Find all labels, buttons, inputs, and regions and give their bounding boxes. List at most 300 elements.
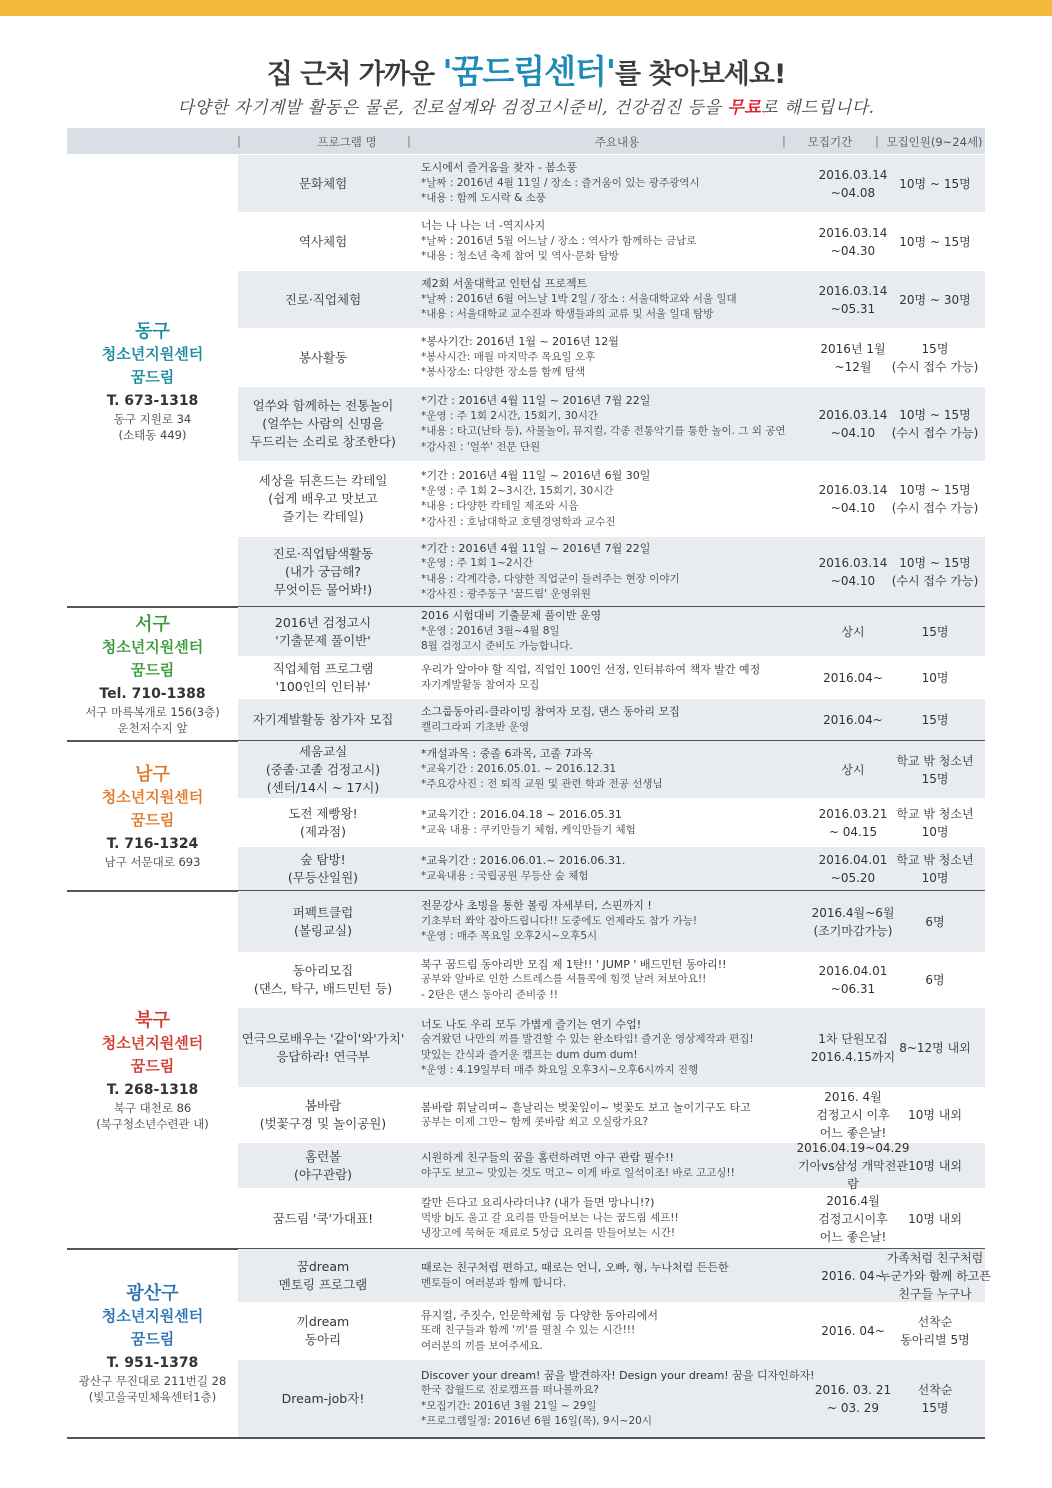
center-info [67, 1009, 238, 1132]
program-description [421, 462, 801, 536]
header-period: 모집기간 [807, 135, 853, 149]
center-address: 서구 마륵복개로 156(3층) [85, 705, 220, 719]
count-line: 8~12명 내외 [899, 1040, 971, 1055]
program-description [421, 155, 801, 212]
desc-line: 공부는 이제 그만~ 함께 콧바람 쐬고 오실랑가요? [421, 1116, 649, 1128]
subtitle-prefix: 다양한 자기계발 활동은 물론, 진로설계와 검정고시준비, 건강검진 등을 [177, 98, 722, 118]
period-line: 2016년 1월 [820, 341, 886, 356]
header-count: 모집인원(9~24세) [886, 135, 983, 149]
recruit-count [876, 1189, 994, 1248]
count-line: 10명 내외 [908, 1211, 962, 1226]
program-line: 숲 탐방! [300, 851, 346, 867]
program-name [238, 1088, 408, 1142]
program-line: Dream-job자! [281, 1390, 365, 1406]
desc-line: *내용 : 함께 도시락 & 소풍 [421, 192, 546, 205]
period-line: 2016.03.21 [818, 806, 888, 821]
center-subtitle: 청소년지원센터 [101, 1307, 204, 1325]
header-program: 프로그램 명 [317, 135, 377, 149]
period-line: 2016.4.15까지 [810, 1049, 896, 1064]
desc-line: 뮤지컬, 주짓수, 인문학체험 등 다양한 동아리에서 [421, 1308, 658, 1322]
table-row [238, 387, 985, 462]
program-description [421, 387, 801, 461]
period-line: 2016. 04~ [821, 1324, 885, 1338]
period-line: 2016. 04~ [821, 1268, 885, 1283]
recruit-count [876, 657, 994, 698]
table-row [238, 607, 985, 657]
center-phone: T. 673-1318 [106, 393, 199, 409]
title-highlight: '꿈드림센터' [442, 52, 616, 91]
count-line: 10명 ~ 15명 [899, 555, 971, 570]
program-name [238, 1249, 408, 1302]
period-line: ~05.31 [830, 301, 876, 316]
center-address-detail: 운천저수지 앞 [117, 721, 188, 735]
desc-line: *운영 : 주 1회 2~3시간, 15회기, 30시간 [421, 484, 614, 497]
program-description [421, 271, 801, 328]
period-line: 2016.04.19~04.29 [796, 1140, 910, 1155]
desc-line: *날짜 : 2016년 4월 11일 / 장소 : 즐거움이 있는 광주광역시 [421, 176, 700, 189]
table-row [238, 1360, 985, 1438]
subtitle-free: 무료 [727, 98, 762, 118]
period-line: 2016.4월~6월 [811, 905, 895, 920]
period-line: 1차 단원모집 [818, 1031, 888, 1046]
period-line: 검정고시 이후 [816, 1108, 890, 1122]
period-line: ~06.31 [830, 982, 876, 996]
center-info [67, 613, 238, 736]
program-line: 세상을 뒤흔드는 칵테일 [258, 473, 388, 488]
table-row [238, 741, 985, 799]
program-description [421, 537, 801, 606]
desc-line: 2016 시험대비 기출문제 풀이반 운영 [421, 609, 602, 623]
period-line: 기아vs삼성 개막전관람 [798, 1158, 908, 1191]
count-line: (수시 접수 가능) [891, 359, 979, 374]
desc-line: 봄바람 휘날리며~ 흩날리는 벚꽃잎이~ 벚꽃도 보고 놀이기구도 타고 [421, 1100, 751, 1114]
desc-line: *내용 : 각계각층, 다양한 직업군이 들려주는 현장 이야기 [421, 572, 680, 585]
desc-line: 냉장고에 묵혀둔 재료로 5성급 요리를 만들어보는 시간! [421, 1227, 676, 1240]
desc-line: 때로는 친구처럼 편하고, 때로는 언니, 오빠, 형, 누나처럼 든든한 [421, 1261, 729, 1274]
program-line: 직업체험 프로그램 [272, 660, 374, 676]
period-line: 2016.03.14 [818, 555, 888, 570]
center-address: 동구 지원로 34 [113, 412, 192, 426]
count-line: 동아리별 5명 [900, 1333, 970, 1347]
program-description [421, 1143, 801, 1188]
desc-line: *기간 : 2016년 4월 11일 ~ 2016년 7월 22일 [421, 541, 651, 555]
center-brand: 꿈드림 [130, 1330, 175, 1348]
center-address-detail: (북구청소년수련관 내) [96, 1117, 209, 1131]
program-line: (센터/14시 ~ 17시) [266, 779, 380, 795]
desc-line: *봉사장소: 다양한 장소를 함께 탐색 [421, 366, 586, 379]
center-address: 남구 서문대로 693 [104, 855, 201, 869]
program-name [238, 1008, 408, 1087]
program-name [238, 847, 408, 890]
desc-line: 또래 친구들과 함께 '끼'를 펼칠 수 있는 시간!!! [421, 1324, 636, 1337]
program-name [238, 799, 408, 846]
program-line: '100인의 인터뷰' [275, 678, 371, 694]
program-line: (무등산일원) [287, 869, 359, 885]
count-line: 10명 [921, 824, 949, 839]
desc-line: 공부와 알바로 인한 스트레스를 셔틀콕에 힘껏 날려 쳐보아요!! [421, 973, 707, 986]
desc-line: *내용 : 다양한 칵테일 제조와 시음 [421, 500, 579, 512]
program-line: 진로·직업체험 [284, 291, 362, 307]
desc-line: 캘리그라피 기초반 운영 [421, 720, 530, 733]
desc-line: 너는 나 나는 너 -역지사지 [421, 219, 546, 233]
period-line: (조기마감가능) [813, 923, 893, 938]
desc-line: *교육 내용 : 쿠키만들기 체험, 케익만들기 체험 [421, 823, 636, 836]
program-line: (댄스, 탁구, 배드민턴 등) [253, 981, 393, 996]
desc-line: 맛있는 간식과 즐거운 캠프는 dum dum dum! [421, 1048, 638, 1061]
desc-line: 먹방 bj도 울고 갈 요리를 만들어보는 나는 꿈드림 셰프!! [421, 1211, 679, 1224]
program-line: 퍼펙트클럽 [292, 904, 354, 920]
header-content: 주요내용 [594, 135, 640, 149]
desc-line: *운영 : 주 1회 2시간, 15회기, 30시간 [421, 409, 599, 422]
program-line: 봄바람 [304, 1098, 342, 1113]
recruit-count [876, 1360, 994, 1437]
desc-line: *날짜 : 2016년 5월 어느날 / 장소 : 역사가 함께하는 금남로 [421, 234, 697, 247]
desc-line: 자기계발활동 참여자 모집 [421, 678, 540, 691]
period-line: 2016.04~ [823, 712, 883, 727]
program-line: 연극으로배우는 '같이'와'가치' [241, 1030, 405, 1046]
recruit-count [876, 607, 994, 656]
period-line: 2016.4월 [826, 1193, 880, 1208]
subtitle-suffix: 로 해드립니다. [761, 98, 875, 118]
program-line: 두드리는 소리로 창조한다) [250, 434, 396, 449]
desc-line: 기초부터 쫘악 잡아드립니다!! 도중에도 언제라도 참가 가능! [421, 914, 698, 927]
program-description [421, 657, 801, 698]
program-name [238, 155, 408, 212]
desc-line: *교육내용 : 국립공원 무등산 숲 체험 [421, 869, 589, 882]
program-line: 꿈드림 '쿡'가대표! [272, 1210, 374, 1226]
table-row [238, 213, 985, 271]
table-row [238, 1088, 985, 1143]
program-name [238, 271, 408, 328]
program-description [421, 1249, 801, 1302]
count-line: 선착순 [917, 1315, 953, 1329]
desc-line: *내용 : 청소년 축제 참여 및 역사·문화 탐방 [421, 250, 619, 263]
count-line: 누군가와 함께 하고픈 [879, 1268, 991, 1283]
count-line: (수시 접수 가능) [891, 501, 979, 515]
desc-line: *강사진 : 호남대학교 호텔경영학과 교수진 [421, 515, 616, 528]
center-name: 광산구 [126, 1283, 179, 1304]
table-row [238, 271, 985, 329]
period-line: 2016.04~ [823, 670, 883, 685]
recruit-count [876, 1303, 994, 1359]
center-address: 북구 대천로 86 [113, 1101, 192, 1115]
table-row [238, 1008, 985, 1088]
recruit-count [876, 271, 994, 328]
program-description [421, 1189, 801, 1248]
program-line: 2016년 검정고시 [274, 614, 372, 630]
center-brand: 꿈드림 [130, 1057, 175, 1075]
table-row [238, 329, 985, 387]
center-address-detail: (소태동 449) [118, 428, 187, 442]
period-line: 2016.03.14 [818, 283, 888, 298]
center-brand: 꿈드림 [130, 368, 175, 386]
center-phone: T. 951-1378 [106, 1355, 199, 1371]
count-line: (수시 접수 가능) [891, 573, 979, 588]
program-description [421, 1360, 815, 1437]
table-row [238, 699, 985, 741]
table-row [238, 657, 985, 699]
count-line: 15명 [921, 771, 949, 786]
center-brand: 꿈드림 [130, 661, 175, 679]
program-description [421, 699, 801, 740]
count-line: 15명 [921, 1400, 949, 1415]
program-description [421, 329, 801, 386]
center-name: 북구 [135, 1010, 170, 1031]
period-line: 상시 [841, 624, 865, 639]
period-line: 2016.03.14 [818, 408, 888, 422]
title-suffix: 를 찾아보세요! [615, 59, 786, 90]
table-row [238, 462, 985, 537]
section-divider [67, 1437, 985, 1439]
count-line: 10명 ~ 15명 [899, 176, 971, 191]
top-accent-bar [0, 0, 1052, 16]
recruit-count [876, 699, 994, 740]
center-name: 서구 [135, 614, 170, 635]
period-line: ~04.08 [830, 185, 876, 200]
table-row [238, 1140, 985, 1191]
recruit-count [876, 329, 994, 386]
program-line: 동아리모집 [292, 963, 354, 978]
recruit-count [876, 1249, 994, 1302]
program-line: 봉사활동 [298, 349, 348, 365]
desc-line: *운영 : 4.19일부터 매주 화요일 오후3시~오후6시까지 진행 [421, 1064, 699, 1076]
period-line: ~05.20 [830, 870, 876, 885]
center-subtitle: 청소년지원센터 [101, 345, 204, 363]
desc-line: 여러분의 끼를 보여주세요. [421, 1339, 543, 1352]
page-title [0, 46, 1052, 93]
period-line: 2016.04.01 [818, 852, 888, 867]
table-header [67, 128, 985, 154]
desc-line: *내용 : 타고(난타 등), 사물놀이, 뮤지컬, 각종 전통악기를 통한 놀이. 그 외 공연 [421, 425, 786, 437]
recruit-count [876, 213, 994, 270]
program-description [421, 953, 801, 1007]
program-name [238, 657, 408, 698]
header-separator: | [875, 134, 879, 148]
program-line: 진로·직업탐색활동 [272, 545, 374, 561]
count-line: 10명 내외 [908, 1158, 962, 1173]
program-description [421, 607, 801, 656]
program-description [421, 1088, 801, 1142]
desc-line: *강사진 : '얼쑤' 전문 단원 [421, 440, 541, 453]
count-line: 10명 ~ 15명 [899, 234, 971, 249]
count-line: 학교 밖 청소년 [896, 852, 974, 867]
desc-line: *기간 : 2016년 4월 11일 ~ 2016년 7월 22일 [421, 394, 651, 407]
table-row [238, 953, 985, 1008]
count-line: 선착순 [917, 1382, 953, 1397]
program-line: 무엇이든 물어봐!) [273, 581, 373, 597]
desc-line: 멘토들이 여러분과 함께 합니다. [421, 1276, 567, 1289]
count-line: 6명 [925, 914, 945, 929]
recruit-count [876, 799, 994, 846]
table-row [238, 847, 985, 891]
recruit-count [876, 741, 994, 798]
title-prefix: 집 근처 가까운 [266, 59, 435, 90]
program-name [238, 329, 408, 386]
desc-line: *프로그램일정: 2016년 6월 16일(목), 9시~20시 [421, 1415, 652, 1427]
program-line: 멘토링 프로그램 [278, 1276, 368, 1292]
desc-line: *내용 : 서울대학교 교수진과 학생들과의 교류 및 서울 일대 탐방 [421, 308, 714, 321]
desc-line: *운영 : 2016년 3월~4월 8일 [421, 624, 560, 637]
period-line: ~04.10 [830, 501, 876, 515]
program-line: (벚꽃구경 및 놀이공원) [259, 1116, 387, 1131]
program-line: 자기계발활동 참가자 모집 [252, 711, 394, 727]
period-line: ~ 03. 29 [826, 1400, 880, 1415]
program-line: (내가 궁금해? [285, 563, 361, 579]
table-row [238, 1249, 991, 1303]
header-separator: | [782, 134, 786, 148]
desc-line: *강사진 : 광주동구 '꿈드림' 운영위원 [421, 588, 591, 600]
count-line: 15명 [921, 341, 949, 356]
period-line: 상시 [841, 762, 865, 777]
center-subtitle: 청소년지원센터 [101, 788, 204, 806]
desc-line: Discover your dream! 꿈을 발견하자! Design your dream! 꿈을 디자인하자! [421, 1368, 815, 1382]
table-row [238, 799, 985, 847]
desc-line: *기간 : 2016년 4월 11일 ~ 2016년 6월 30일 [421, 469, 651, 482]
recruit-count [876, 953, 994, 1007]
program-name [238, 1189, 408, 1248]
program-line: 동아리 [304, 1332, 342, 1347]
desc-line: 시원하게 친구들의 꿈을 홈런하려면 야구 관람 필수!! [421, 1151, 674, 1164]
program-description [421, 847, 801, 890]
program-line: 얼쑤와 함께하는 전통놀이 [252, 398, 394, 413]
count-line: 10명 ~ 15명 [899, 483, 971, 497]
period-line: 어느 좋은날! [819, 1126, 887, 1140]
program-line: (야구관람) [293, 1166, 353, 1182]
program-description [421, 741, 801, 798]
count-line: 15명 [921, 712, 949, 727]
desc-line: 제2회 서울대학교 인턴십 프로젝트 [421, 277, 588, 291]
program-name [238, 607, 408, 656]
program-line: 홈런볼 [304, 1148, 342, 1164]
desc-line: 한국 잡월드로 진로캠프를 떠나볼까요? [421, 1384, 599, 1396]
program-line: (볼링교실) [293, 922, 353, 938]
program-name [238, 953, 408, 1007]
period-line: 2016.03.14 [818, 225, 888, 240]
program-name [238, 699, 408, 740]
desc-line: *교육기간 : 2016.06.01.~ 2016.06.31. [421, 854, 626, 867]
count-line: 10명 [921, 670, 949, 685]
desc-line: *주요강사진 : 전 퇴직 교원 및 관련 학과 전공 선생님 [421, 778, 663, 791]
program-name [238, 537, 408, 606]
desc-line: *봉사시간: 매월 마지막주 목요일 오후 [421, 350, 596, 363]
period-line: ~04.10 [830, 573, 876, 588]
period-line: ~04.10 [830, 426, 876, 440]
program-line: 문화체험 [298, 175, 348, 191]
desc-line: *운영 : 매주 목요일 오후2시~오후5시 [421, 930, 598, 943]
count-line: 6명 [925, 973, 945, 987]
table-row [238, 1189, 985, 1249]
program-name [238, 1143, 408, 1188]
recruit-count [876, 1088, 994, 1142]
program-description [421, 213, 801, 270]
program-line: (제과점) [300, 823, 346, 839]
table-row [238, 1303, 985, 1360]
period-line: 2016.03.14 [818, 167, 888, 182]
program-line: 응답하라! 연극부 [276, 1048, 370, 1064]
program-line: 꿈dream [296, 1258, 350, 1274]
desc-line: 너도 나도 우리 모두 가볍게 즐기는 연기 수업! [421, 1017, 642, 1031]
count-line: 가족처럼 친구처럼 [886, 1250, 984, 1265]
program-line: 세움교실 [298, 743, 348, 759]
period-line: 2016.04.01 [818, 964, 888, 978]
desc-line: - 2탄은 댄스 동아리 준비중 !! [421, 988, 559, 1001]
header-separator: | [237, 134, 241, 148]
program-line: (쉽게 배우고 맛보고 [268, 491, 378, 506]
desc-line: 칼만 든다고 요리사라더냐? (내가 들면 망나니!?) [421, 1196, 655, 1210]
desc-line: 전문강사 초빙을 통한 볼링 자세부터, 스핀까지 ! [421, 899, 652, 913]
center-info [67, 763, 238, 870]
desc-line: *봉사기간: 2016년 1월 ~ 2016년 12월 [421, 335, 619, 349]
recruit-count [876, 387, 994, 461]
program-description [421, 1303, 801, 1359]
program-description [421, 891, 801, 952]
desc-line: 8월 검정고시 준비도 가능합니다. [421, 640, 573, 653]
recruit-count [876, 891, 994, 952]
center-subtitle: 청소년지원센터 [101, 638, 204, 656]
recruit-count [876, 1143, 994, 1188]
center-address: 광산구 무진대로 211번길 28 [78, 1374, 227, 1388]
period-line: 검정고시이후 [818, 1211, 888, 1226]
center-phone: Tel. 710-1388 [99, 686, 206, 702]
page-subtitle [0, 93, 1052, 118]
desc-line: *교육기간 : 2016.05.01. ~ 2016.12.31 [421, 762, 617, 775]
center-brand: 꿈드림 [130, 811, 175, 829]
count-line: 10명 [921, 870, 949, 885]
program-name [238, 387, 408, 461]
desc-line: 소그룹동아리-클라이밍 참여자 모집, 댄스 동아리 모집 [421, 705, 680, 718]
period-line: ~04.30 [830, 243, 876, 258]
count-line: 10명 ~ 15명 [899, 408, 971, 422]
program-description [421, 1008, 801, 1087]
count-line: (수시 접수 가능) [891, 426, 979, 440]
count-line: 10명 내외 [908, 1108, 962, 1122]
center-info [67, 1282, 238, 1405]
period-line: 2016. 03. 21 [814, 1382, 892, 1397]
program-name [238, 1303, 408, 1359]
desc-line: *운영 : 주 1회 1~2시간 [421, 557, 533, 569]
center-address-detail: (빛고을국민체육센터1층) [88, 1390, 217, 1404]
period-line: ~12월 [834, 359, 872, 374]
program-line: '기출문제 풀이반' [275, 632, 371, 648]
period-line: 2016. 4월 [824, 1090, 882, 1104]
program-line: (중졸·고졸 검정고시) [265, 761, 381, 777]
desc-line: *개설과목 : 중졸 6과목, 고졸 7과목 [421, 747, 593, 761]
period-line: 2016.03.14 [818, 483, 888, 497]
program-line: 즐기는 칵테일) [282, 509, 364, 524]
program-line: 도전 제빵왕! [288, 805, 358, 821]
count-line: 학교 밖 청소년 [896, 806, 974, 821]
recruit-count [876, 537, 994, 606]
count-line: 15명 [921, 624, 949, 639]
desc-line: *교육기간 : 2016.04.18 ~ 2016.05.31 [421, 808, 622, 821]
program-name [238, 213, 408, 270]
program-description [421, 799, 801, 846]
table-row [238, 891, 985, 953]
center-info [67, 320, 238, 443]
center-phone: T. 716-1324 [106, 836, 199, 852]
header-separator: | [407, 134, 411, 148]
program-name [238, 891, 408, 952]
count-line: 학교 밖 청소년 [896, 753, 974, 768]
desc-line: 야구도 보고~ 맛있는 것도 먹고~ 이게 바로 일석이조! 바로 고고싱!! [421, 1166, 735, 1179]
table-row [238, 537, 985, 607]
desc-line: *날짜 : 2016년 6월 어느날 1박 2일 / 장소 : 서울대학교와 서울 일대 [421, 292, 737, 305]
center-name: 남구 [135, 764, 170, 785]
program-line: 역사체험 [298, 233, 348, 249]
recruit-count [876, 1008, 994, 1087]
desc-line: 북구 꿈드림 동아리반 모집 제 1탄!! ' JUMP ' 배드민턴 동아리!! [421, 957, 727, 971]
desc-line: *모집기간: 2016년 3월 21일 ~ 29일 [421, 1399, 597, 1412]
